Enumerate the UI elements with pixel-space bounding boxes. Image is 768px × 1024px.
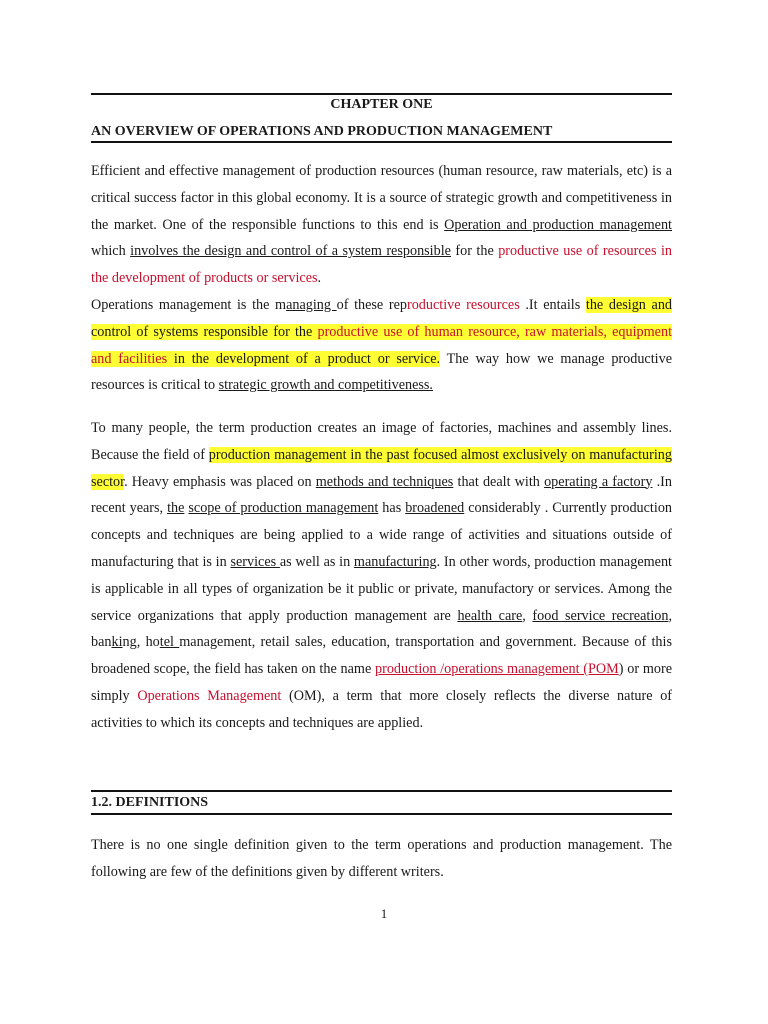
- title-underline-rule: [91, 141, 672, 143]
- paragraph-definitions: There is no one single definition given to the term operations and production management. The following are few of the definitions given by different writers.: [91, 837, 672, 880]
- paragraph-production-scope: To many people, the term production creates an image of factories, machines and assembly lines. Because the field of production management in the past focused almost exclusively on manufacturing sector. Heavy emphasis was placed on methods and techniques that dealt with operating a factory .In recent years, the scope of production management has broadened considerably . Currently production concepts and techniques are being applied to a wide range of activities and situations outside of manufacturing that is in services as well as in manufacturing. In other words, production management is applicable in all types of organization be it public or private, manufactory or services. Among the service organizations that apply production management are health care, food service recreation, banking, hotel management, retail sales, education, transportation and government. Because of this broadened scope, the field has taken on the name production /operations management (POM) or more simply Operations Management (OM), a term that more closely reflects the diverse nature of activities to which its concepts and techniques are applied.: [91, 420, 673, 731]
- definitions-heading: 1.2. DEFINITIONS: [91, 795, 209, 810]
- chapter-title: CHAPTER ONE: [330, 97, 433, 112]
- paragraph-operations-management: Operations management is the managing of these reproductive resources .It entails the design and control of systems responsible for the productive use of human resource, raw materials, equipment and facilities in the development of a product or service. The way how we manage productive resources is critical to strategic growth and competitiveness.: [91, 296, 673, 394]
- intro-body: [91, 158, 672, 399]
- definitions-top-rule: [91, 790, 672, 792]
- definitions-body: [91, 832, 672, 886]
- page-number: 1: [380, 906, 388, 921]
- overview-title: AN OVERVIEW OF OPERATIONS AND PRODUCTION MANAGEMENT: [91, 124, 553, 139]
- paragraph-intro: Efficient and effective management of production resources (human resource, raw materials, etc) is a critical success factor in this global economy. It is a source of strategic growth and competitiveness in the market. One of the responsible functions to this end is Operation and production management which involves the design and control of a system responsible for the productive use of resources in the development of products or services.: [91, 163, 672, 287]
- top-rule: [91, 93, 672, 95]
- definitions-bottom-rule: [91, 813, 672, 815]
- production-body: [91, 415, 672, 737]
